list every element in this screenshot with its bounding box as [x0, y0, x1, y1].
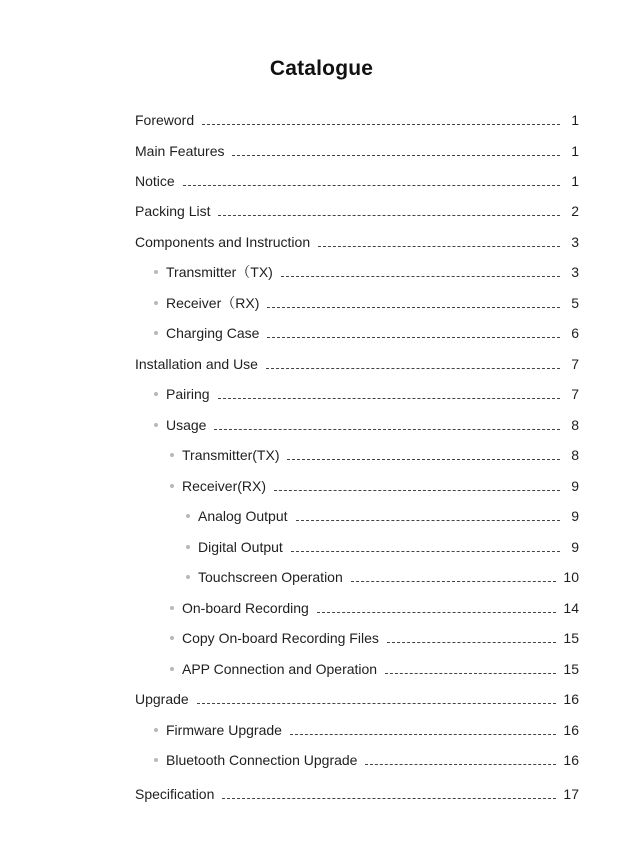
bullet-dot-icon: [154, 331, 158, 335]
toc-entry-label: Analog Output: [198, 508, 288, 524]
toc-entry-page: 9: [571, 508, 579, 524]
dot-leader: [222, 798, 556, 799]
toc-entry-receiver-rx[interactable]: [154, 293, 579, 313]
dot-leader: [351, 581, 557, 582]
toc-entry-label: Usage: [166, 417, 207, 433]
toc-entry-label: Transmitter（TX): [166, 264, 273, 280]
bullet-dot-icon: [170, 484, 174, 488]
toc-entry-page: 16: [563, 752, 579, 768]
toc-entry-page: 7: [571, 386, 579, 402]
toc-entry-label: Main Features: [135, 143, 225, 159]
toc-entry-pairing[interactable]: [154, 384, 579, 404]
bullet-dot-icon: [170, 453, 174, 457]
toc-entry-main-features[interactable]: [135, 141, 579, 161]
toc-entry-page: 8: [571, 447, 579, 463]
toc-entry-copy-recording-files[interactable]: [170, 628, 579, 648]
dot-leader: [318, 246, 560, 247]
dot-leader: [267, 337, 560, 338]
toc-entry-page: 6: [571, 325, 579, 341]
toc-entry-analog-output[interactable]: [186, 506, 579, 526]
dot-leader: [266, 368, 560, 369]
toc-entry-page: 2: [571, 203, 579, 219]
toc-entry-app-connection[interactable]: [170, 659, 579, 679]
toc-entry-page: 9: [571, 539, 579, 555]
toc-entry-page: 1: [571, 173, 579, 189]
dot-leader: [387, 642, 557, 643]
toc-entry-usage-transmitter-tx[interactable]: [170, 445, 579, 465]
toc-entry-page: 16: [563, 691, 579, 707]
toc-entry-page: 16: [563, 722, 579, 738]
toc-entry-label: APP Connection and Operation: [182, 661, 378, 677]
dot-leader: [183, 185, 560, 186]
toc-entry-label: Copy On-board Recording Files: [182, 630, 379, 646]
toc-entry-bluetooth-connection-upgrade[interactable]: [154, 750, 579, 770]
toc-entry-firmware-upgrade[interactable]: [154, 720, 579, 740]
toc-entry-page: 7: [571, 356, 579, 372]
toc-entry-label: Installation and Use: [135, 356, 258, 372]
toc-entry-page: 10: [563, 569, 579, 585]
toc-entry-page: 14: [563, 600, 579, 616]
bullet-dot-icon: [154, 728, 158, 732]
toc-entry-page: 3: [571, 234, 579, 250]
toc-entry-label: Notice: [135, 173, 175, 189]
toc-entry-foreword[interactable]: [135, 110, 579, 130]
toc-entry-transmitter-tx[interactable]: [154, 262, 579, 282]
toc-entry-page: 5: [571, 295, 579, 311]
bullet-dot-icon: [170, 667, 174, 671]
toc-entry-label: Foreword: [135, 112, 195, 128]
toc-entry-label: Upgrade: [135, 691, 189, 707]
dot-leader: [274, 490, 560, 491]
dot-leader: [218, 215, 560, 216]
dot-leader: [267, 307, 560, 308]
toc-entry-on-board-recording[interactable]: [170, 598, 579, 618]
toc-entry-label: Touchscreen Operation: [198, 569, 343, 585]
dot-leader: [290, 734, 556, 735]
toc-entry-label: Digital Output: [198, 539, 283, 555]
dot-leader: [202, 124, 560, 125]
toc-entry-notice[interactable]: [135, 171, 579, 191]
bullet-dot-icon: [154, 758, 158, 762]
toc-entry-page: 1: [571, 112, 579, 128]
toc-entry-label: Components and Instruction: [135, 234, 311, 250]
bullet-dot-icon: [170, 606, 174, 610]
toc-entry-page: 15: [563, 661, 579, 677]
dot-leader: [197, 703, 557, 704]
toc-entry-page: 9: [571, 478, 579, 494]
toc-entry-label: Transmitter(TX): [182, 447, 280, 463]
toc-entry-touchscreen-operation[interactable]: [186, 567, 579, 587]
bullet-dot-icon: [186, 575, 190, 579]
toc-entry-label: On-board Recording: [182, 600, 309, 616]
bullet-dot-icon: [186, 514, 190, 518]
bullet-dot-icon: [170, 636, 174, 640]
dot-leader: [291, 551, 560, 552]
bullet-dot-icon: [154, 423, 158, 427]
toc-entry-label: Receiver(RX): [182, 478, 267, 494]
toc-entry-packing-list[interactable]: [135, 201, 579, 221]
toc-entry-label: Bluetooth Connection Upgrade: [166, 752, 358, 768]
toc-entry-charging-case[interactable]: [154, 323, 579, 343]
toc-entry-usage-receiver-rx[interactable]: [170, 476, 579, 496]
dot-leader: [317, 612, 557, 613]
dot-leader: [281, 276, 560, 277]
toc-entry-page: 8: [571, 417, 579, 433]
toc-entry-page: 17: [563, 786, 579, 802]
toc-entry-page: 3: [571, 264, 579, 280]
toc-entry-label: Charging Case: [166, 325, 260, 341]
dot-leader: [214, 429, 560, 430]
toc-entry-components-and-instruction[interactable]: [135, 232, 579, 252]
toc-entry-label: Specification: [135, 786, 215, 802]
bullet-dot-icon: [154, 392, 158, 396]
toc-entry-digital-output[interactable]: [186, 537, 579, 557]
toc-entry-label: Pairing: [166, 386, 210, 402]
dot-leader: [385, 673, 556, 674]
toc-entry-installation-and-use[interactable]: [135, 354, 579, 374]
dot-leader: [218, 398, 560, 399]
dot-leader: [287, 459, 560, 460]
toc-entry-upgrade[interactable]: [135, 689, 579, 709]
toc-entry-usage[interactable]: [154, 415, 579, 435]
page-title: Catalogue: [269, 57, 374, 80]
dot-leader: [296, 520, 560, 521]
bullet-dot-icon: [186, 545, 190, 549]
toc-entry-label: Packing List: [135, 203, 211, 219]
dot-leader: [365, 764, 556, 765]
toc-entry-specification[interactable]: [135, 784, 579, 804]
dot-leader: [232, 155, 560, 156]
bullet-dot-icon: [154, 301, 158, 305]
toc-entry-label: Receiver（RX): [166, 295, 260, 311]
toc-entry-page: 1: [571, 143, 579, 159]
bullet-dot-icon: [154, 270, 158, 274]
toc-entry-label: Firmware Upgrade: [166, 722, 282, 738]
toc-entry-page: 15: [563, 630, 579, 646]
